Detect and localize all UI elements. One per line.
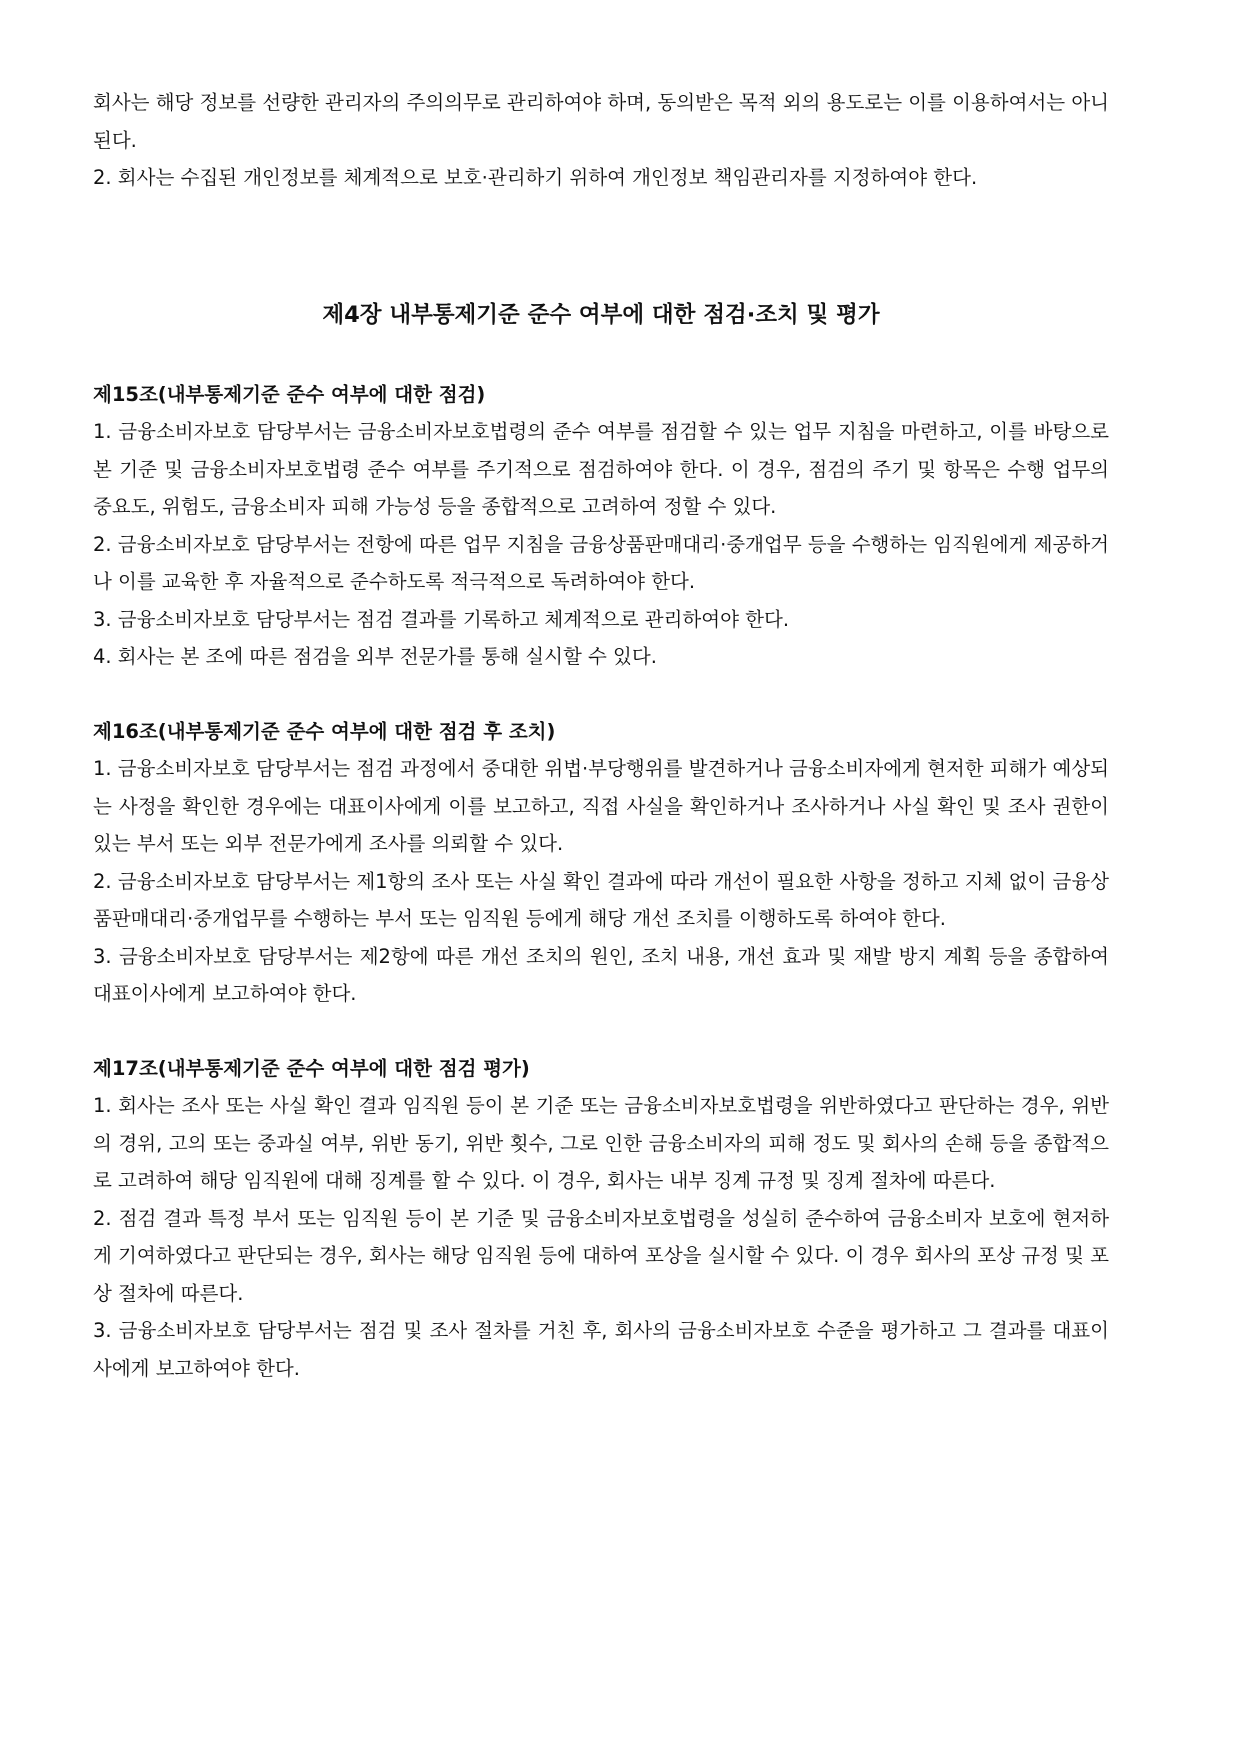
- intro-paragraph-2: 2. 회사는 수집된 개인정보를 체계적으로 보호·관리하기 위하여 개인정보 책임관리자를 지정하여야 한다.: [93, 166, 978, 189]
- article-title: 제17조(내부통제기준 준수 여부에 대한 점검 평가): [93, 1056, 530, 1080]
- article-paragraph: 2. 점검 결과 특정 부서 또는 임직원 등이 본 기준 및 금융소비자보호법령을 성실히 준수하여 금융소비자 보호에 현저하게 기여하였다고 판단되는 경우, 회사는 해당 임직원 등에 대하여 포상을 실시할 수 있다. 이 경우 회사의 포상 규정 및 포상 절차에 따른다.: [93, 1206, 1109, 1305]
- article-paragraph: 3. 금융소비자보호 담당부서는 점검 결과를 기록하고 체계적으로 관리하여야 한다.: [93, 607, 790, 631]
- article-paragraph: 4. 회사는 본 조에 따른 점검을 외부 전문가를 통해 실시할 수 있다.: [93, 645, 657, 668]
- article-paragraph: 2. 금융소비자보호 담당부서는 전항에 따른 업무 지침을 금융상품판매대리·중개업무 등을 수행하는 임직원에게 제공하거나 이를 교육한 후 자율적으로 준수하도록 적극적으로 독려하여야 한다.: [93, 532, 1110, 593]
- article-17: [93, 1050, 1109, 1388]
- article-title: 제16조(내부통제기준 준수 여부에 대한 점검 후 조치): [93, 719, 556, 743]
- article-paragraph: 3. 금융소비자보호 담당부서는 제2항에 따른 개선 조치의 원인, 조치 내용, 개선 효과 및 재발 방지 계획 등을 종합하여 대표이사에게 보고하여야 한다.: [93, 944, 1109, 1005]
- intro-paragraph-1: 회사는 해당 정보를 선량한 관리자의 주의의무로 관리하여야 하며, 동의받은 목적 외의 용도로는 이를 이용하여서는 아니 된다.: [93, 91, 1109, 152]
- article-15: [93, 376, 1109, 676]
- article-paragraph: 3. 금융소비자보호 담당부서는 점검 및 조사 절차를 거친 후, 회사의 금융소비자보호 수준을 평가하고 그 결과를 대표이사에게 보고하여야 한다.: [93, 1319, 1109, 1380]
- article-16: [93, 713, 1109, 1013]
- article-title: 제15조(내부통제기준 준수 여부에 대한 점검): [93, 382, 486, 406]
- document-page: [93, 84, 1109, 1387]
- chapter-title: 제4장 내부통제기준 준수 여부에 대한 점검·조치 및 평가: [322, 301, 880, 328]
- article-paragraph: 2. 금융소비자보호 담당부서는 제1항의 조사 또는 사실 확인 결과에 따라 개선이 필요한 사항을 정하고 지체 없이 금융상품판매대리·중개업무를 수행하는 부서 또는 임직원 등에게 해당 개선 조치를 이행하도록 하여야 한다.: [93, 869, 1109, 930]
- article-paragraph: 1. 회사는 조사 또는 사실 확인 결과 임직원 등이 본 기준 또는 금융소비자보호법령을 위반하였다고 판단하는 경우, 위반의 경위, 고의 또는 중과실 여부, 위반 동기, 위반 횟수, 그로 인한 금융소비자의 피해 정도 및 회사의 손해 등을 종합적으로 고려하여 해당 임직원에 대해 징계를 할 수 있다. 이 경우, 회사는 내부 징계 규정 및 징계 절차에 따른다.: [93, 1094, 1109, 1192]
- article-paragraph: 1. 금융소비자보호 담당부서는 점검 과정에서 중대한 위법·부당행위를 발견하거나 금융소비자에게 현저한 피해가 예상되는 사정을 확인한 경우에는 대표이사에게 이를 보고하고, 직접 사실을 확인하거나 조사하거나 사실 확인 및 조사 권한이 있는 부서 또는 외부 전문가에게 조사를 의뢰할 수 있다.: [93, 757, 1110, 855]
- article-paragraph: 1. 금융소비자보호 담당부서는 금융소비자보호법령의 준수 여부를 점검할 수 있는 업무 지침을 마련하고, 이를 바탕으로 본 기준 및 금융소비자보호법령 준수 여부를 주기적으로 점검하여야 한다. 이 경우, 점검의 주기 및 항목은 수행 업무의 중요도, 위험도, 금융소비자 피해 가능성 등을 종합적으로 고려하여 정할 수 있다.: [93, 420, 1109, 518]
